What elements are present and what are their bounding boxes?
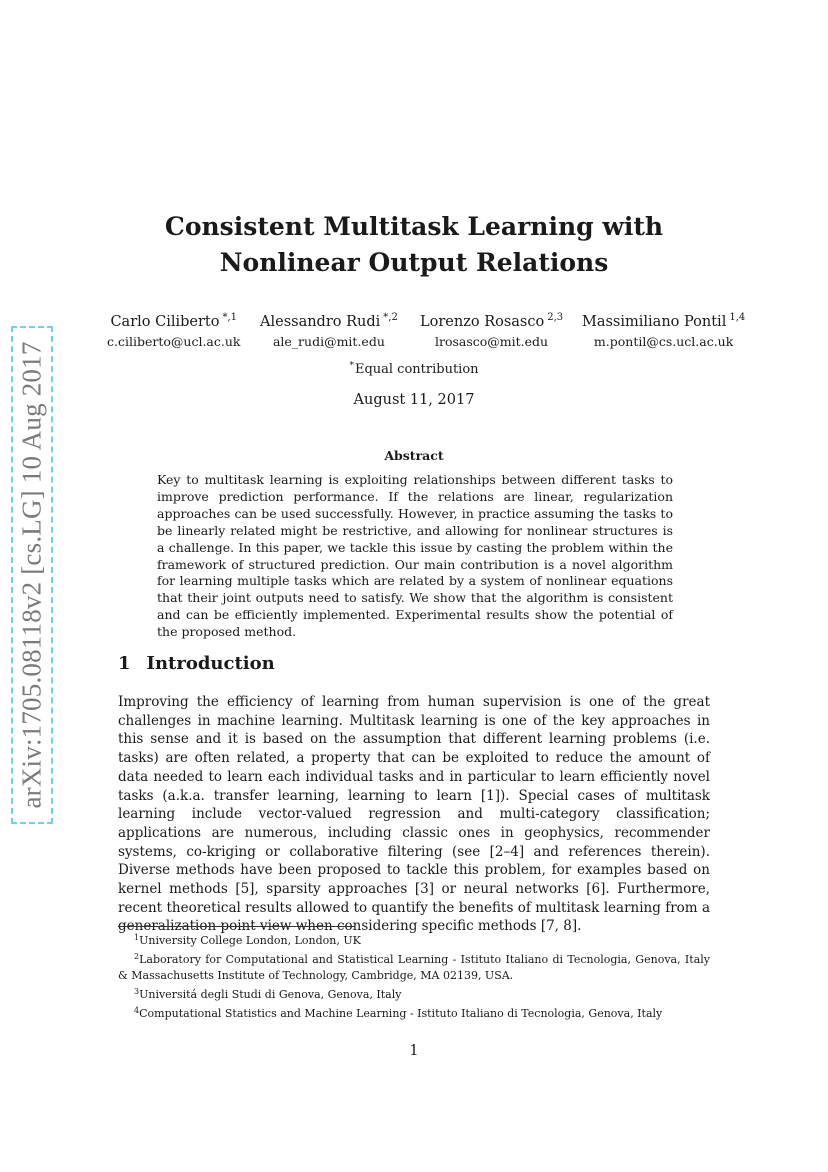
author-4 bbox=[582, 307, 745, 351]
author-email[interactable]: lrosasco@mit.edu bbox=[435, 334, 549, 349]
footnote-text: Universitá degli Studi di Genova, Genova, Italy bbox=[139, 988, 402, 1001]
abstract-heading: Abstract bbox=[384, 448, 444, 463]
author-email[interactable]: m.pontil@cs.ucl.ac.uk bbox=[593, 334, 734, 349]
equal-contribution-note bbox=[0, 356, 828, 380]
equal-contribution-mark: * bbox=[349, 361, 354, 371]
footnote-mark: 1 bbox=[134, 933, 140, 942]
title-line-2: Nonlinear Output Relations bbox=[219, 248, 609, 277]
author-name: Alessandro Rudi bbox=[260, 314, 381, 330]
footnote-mark: 4 bbox=[134, 1006, 140, 1015]
abstract-text: Key to multitask learning is exploiting relationships between different tasks to improve prediction performance. If the relations are linear, regularization approaches can be used successfully. However, in practice assuming the tasks to be linearly related might be restrictive, and allowing for nonlinear structures is a challenge. In this paper, we tackle this issue by casting the problem within the framework of structured prediction. Our main contribution is a novel algorithm for learning multiple tasks which are related by a system of nonlinear equations that their joint outputs need to satisfy. We show that the algorithm is consistent and can be efficiently implemented. Experimental results show the potential of the proposed method. bbox=[157, 472, 673, 640]
author-name: Massimiliano Pontil bbox=[582, 314, 727, 330]
author-affiliation-marks: 2,3 bbox=[547, 312, 564, 323]
section-number: 1 bbox=[118, 653, 131, 674]
footnote-text: Computational Statistics and Machine Learning - Istituto Italiano di Tecnologia, Genova, Italy bbox=[139, 1007, 663, 1020]
author-affiliation-marks: *,1 bbox=[222, 312, 238, 323]
footnotes bbox=[118, 930, 710, 1022]
author-name: Lorenzo Rosasco bbox=[420, 314, 545, 330]
paper-date: August 11, 2017 bbox=[353, 392, 475, 408]
footnote-mark: 2 bbox=[134, 952, 140, 961]
equal-contribution-text: Equal contribution bbox=[354, 362, 479, 377]
footnote-2 bbox=[118, 949, 710, 984]
section-heading bbox=[118, 651, 275, 677]
footnote-1 bbox=[118, 930, 710, 949]
author-1 bbox=[107, 307, 240, 351]
author-affiliation-marks: 1,4 bbox=[729, 312, 746, 323]
footnote-text: Laboratory for Computational and Statistical Learning - Istituto Italiano di Tecnologia, Genova, Italy & Massachusetts Institute of Technology, Cambridge, MA 02139, USA. bbox=[118, 953, 710, 982]
page-number: 1 bbox=[409, 1043, 419, 1059]
author-email[interactable]: c.ciliberto@ucl.ac.uk bbox=[107, 334, 241, 349]
author-affiliation-marks: *,2 bbox=[383, 312, 398, 323]
author-name: Carlo Ciliberto bbox=[110, 314, 220, 330]
footnote-3 bbox=[118, 984, 710, 1003]
arxiv-stamp-text: arXiv:1705.08118v2 [cs.LG] 10 Aug 2017 bbox=[16, 341, 47, 809]
author-email[interactable]: ale_rudi@mit.edu bbox=[272, 334, 385, 349]
author-2 bbox=[260, 307, 398, 351]
footnote-text: University College London, London, UK bbox=[139, 934, 361, 947]
title-line-1: Consistent Multitask Learning with bbox=[164, 212, 664, 241]
introduction-paragraph: Improving the efficiency of learning from human supervision is one of the great challenges in machine learning. Multitask learning is one of the key approaches in this sense and it is based on the assumption that different learning problems (i.e. tasks) are often related, a property that can be exploited to reduce the amount of data needed to learn each individual tasks and in particular to learn efficiently novel tasks (a.k.a. transfer learning, learning to learn [1]). Special cases of multitask learning include vector-valued regression and multi-category classification; applications are numerous, including classic ones in geophysics, recommender systems, co-kriging or collaborative filtering (see [2–4] and references therein). Diverse methods have been proposed to tackle this problem, for examples based on kernel methods [5], sparsity approaches [3] or neural networks [6]. Furthermore, recent theoretical results allowed to quantify the benefits of multitask learning from a generalization point view when considering specific methods [7, 8]. bbox=[118, 694, 710, 935]
footnote-divider bbox=[118, 926, 355, 927]
section-title: Introduction bbox=[146, 653, 275, 674]
paper-title bbox=[0, 209, 828, 281]
footnote-mark: 3 bbox=[134, 987, 140, 996]
author-3 bbox=[420, 307, 563, 351]
footnote-4 bbox=[118, 1003, 710, 1022]
author-list bbox=[0, 307, 828, 347]
